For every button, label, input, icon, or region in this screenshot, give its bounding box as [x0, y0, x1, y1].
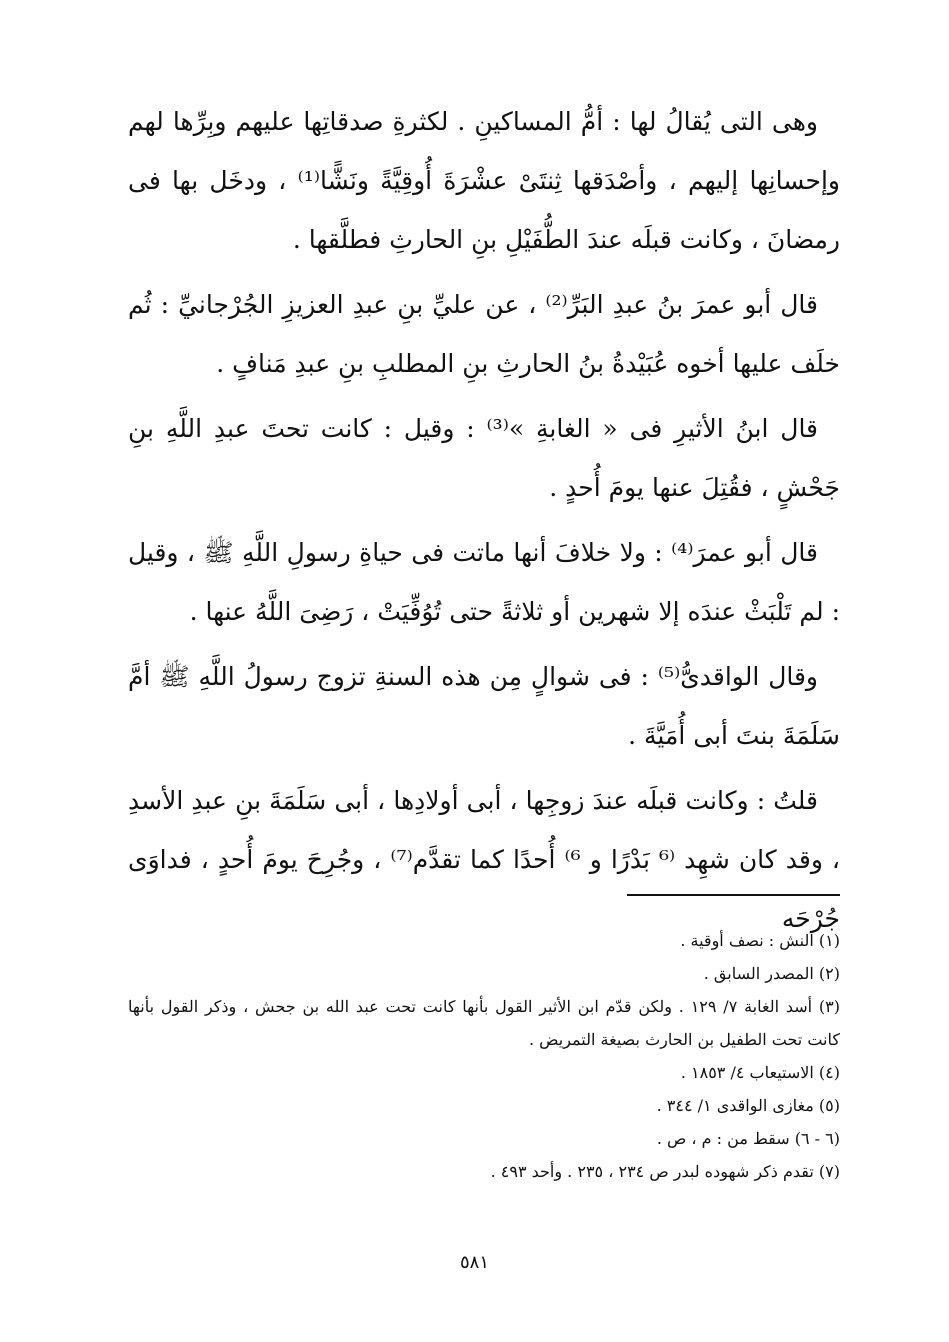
paragraph-6: قلتُ : وكانت قبلَه عندَ زوجِها ، أبى أولادِها ، أبى سَلَمَةَ بنِ عبدِ الأسدِ ، وقد كان شهِد ⁽⁶ بَدْرًا و ⁶⁾ أُحدًا كما تقدَّم⁽⁷⁾ ، وجُرِحَ يومَ أُحدٍ ، فداوَى جُرْحَه — [128, 786, 840, 933]
paragraph-1: وهى التى يُقالُ لها : أمُّ المساكينِ . لكثرةِ صدقاتِها عليهم وبِرِّها لهم وإحسانِها إليهم ، وأصْدَقها ثِنتَىْ عشْرَةَ أُوقِيَّةً ونَشًّا⁽¹⁾ ، ودخَل بها فى رمضانَ ، وكانت قبلَه عندَ الطُّفَيْلِ بنِ الحارثِ فطلَّقها . — [128, 107, 840, 254]
footnote-2: (٢) المصدر السابق . — [703, 964, 840, 983]
footnote-divider — [627, 894, 840, 896]
footnote-4: (٤) الاستيعاب ٤/ ١٨٥٣ . — [680, 1063, 840, 1082]
footnotes — [128, 924, 840, 1188]
footnote-1: (١) النش : نصف أوقية . — [680, 931, 840, 950]
paragraph-5: وقال الواقدىُّ⁽⁵⁾ : فى شوالٍ مِن هذه السنةِ تزوج رسولُ اللَّهِ ﷺ أمَّ سَلَمَةَ بنتَ أبى أُمَيَّةَ . — [128, 662, 840, 750]
footnote-6: (٦ - ٦) سقط من : م ، ص . — [656, 1129, 840, 1148]
main-text — [128, 92, 840, 954]
paragraph-2: قال أبو عمرَ بنُ عبدِ البَرِّ⁽²⁾ ، عن عليِّ بنِ عبدِ العزيزِ الجُرْجانيِّ : ثُم خلَف عليها أخوه عُبَيْدةُ بنُ الحارثِ بنِ المطلبِ بنِ عبدِ مَنافٍ . — [128, 290, 840, 378]
paragraph-3: قال ابنُ الأثيرِ فى « الغابةِ »⁽³⁾ : وقيل : كانت تحتَ عبدِ اللَّهِ بنِ جَحْشٍ ، فقُتِلَ عنها يومَ أُحدٍ . — [128, 414, 840, 502]
paragraph-4: قال أبو عمرَ⁽⁴⁾ : ولا خلافَ أنها ماتت فى حياةِ رسولِ اللَّهِ ﷺ ، وقيل : لم تَلْبَثْ عندَه إلا شهرين أو ثلاثةً حتى تُوُفِّيَتْ ، رَضِىَ اللَّهُ عنها . — [128, 538, 840, 626]
footnote-5: (٥) مغازى الواقدى ١/ ٣٤٤ . — [656, 1096, 840, 1115]
footnote-7: (٧) تقدم ذكر شهوده لبدر ص ٢٣٤ ، ٢٣٥ . وأحد ٤٩٣ . — [490, 1162, 840, 1181]
footnote-3: (٣) أسد الغابة ٧/ ١٢٩ . ولكن قدّم ابن الأثير القول بأنها كانت تحت عبد الله بن جحش ، وذكر القول بأنها كانت تحت الطفيل بن الحارث بصيغة التمريض . — [128, 997, 840, 1049]
page-number: ٥٨١ — [459, 1252, 489, 1273]
